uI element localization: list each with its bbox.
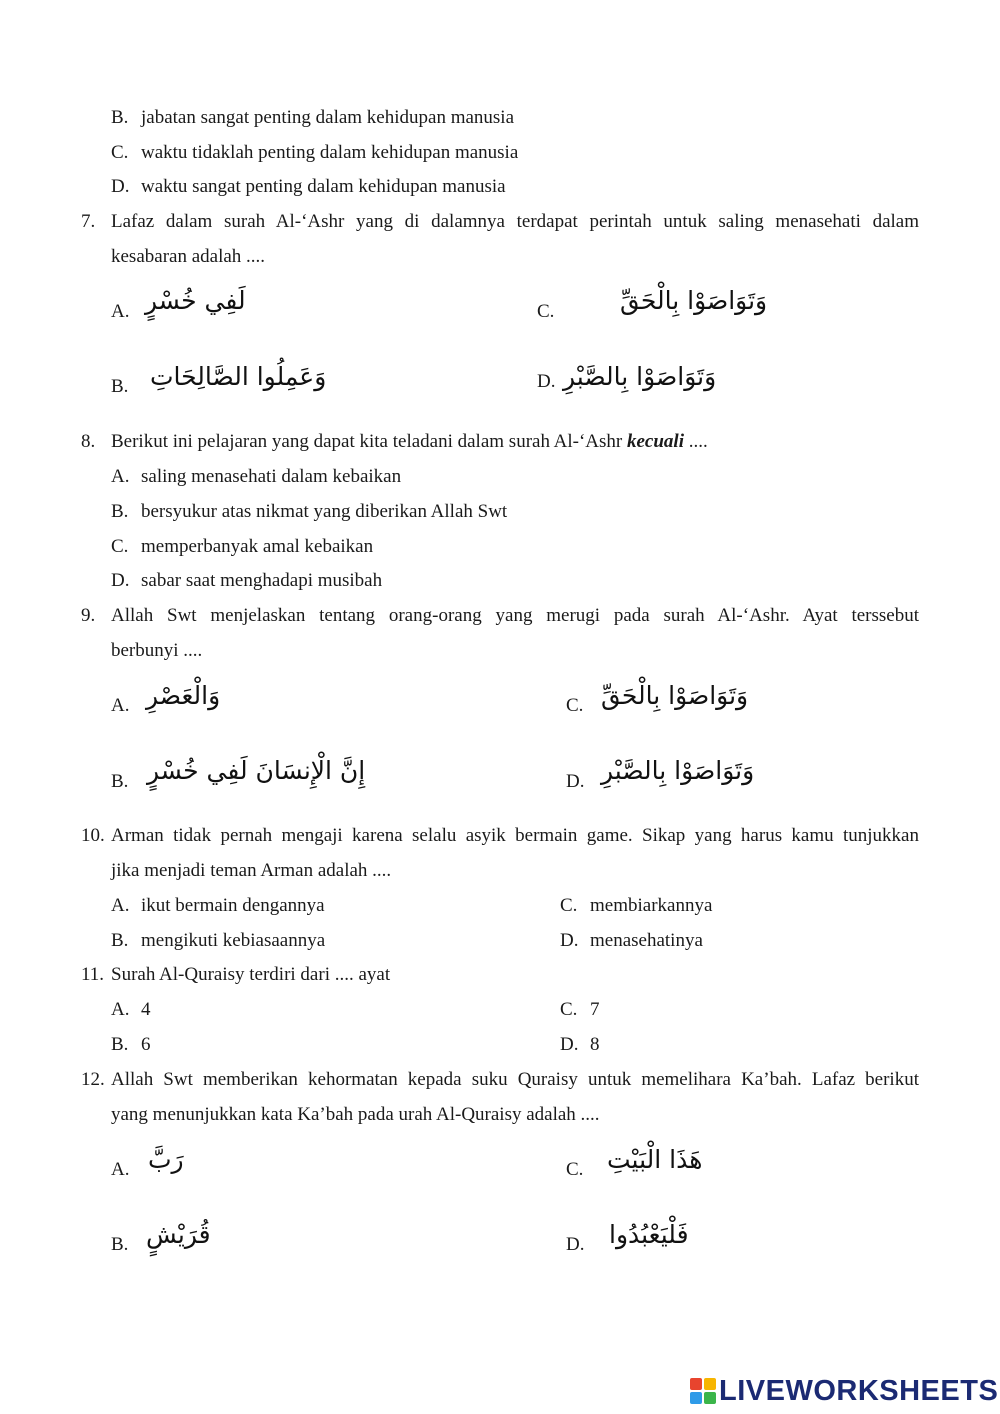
option-text: jabatan sangat penting dalam kehidupan manusia	[141, 107, 515, 128]
question-emphasis: kecuali	[627, 431, 684, 452]
question-text-suffix: ....	[684, 431, 708, 452]
question-text-prefix: Berikut ini pelajaran yang dapat kita teladani dalam surah Al-‘Ashr	[111, 431, 627, 452]
option-arabic: وَالْعَصْرِ	[146, 681, 221, 710]
option-label: B.	[111, 930, 129, 951]
option-arabic: وَعَمِلُوا الصَّالِحَاتِ	[150, 362, 327, 391]
option-arabic: وَتَوَاصَوْا بِالصَّبْرِ	[563, 362, 717, 391]
option-label: B.	[111, 1234, 129, 1255]
question-number: 10.	[81, 825, 105, 846]
option-label: D.	[566, 771, 585, 792]
option-label: D.	[560, 930, 579, 951]
option-text: mengikuti kebiasaannya	[141, 930, 326, 951]
option-arabic: وَتَوَاصَوْا بِالْحَقِّ	[601, 681, 749, 710]
option-text: ikut bermain dengannya	[141, 895, 325, 916]
option-label: C.	[560, 999, 578, 1020]
logo-square-blue	[690, 1392, 702, 1404]
liveworksheets-mark-icon	[690, 1378, 716, 1404]
option-arabic: قُرَيْشٍ	[146, 1220, 211, 1249]
option-label: A.	[111, 301, 130, 322]
option-text: memperbanyak amal kebaikan	[141, 536, 374, 557]
question-number: 11.	[81, 964, 105, 985]
logo-square-red	[690, 1378, 702, 1390]
option-arabic: إِنَّ الْإِنسَانَ لَفِي خُسْرٍ	[147, 756, 366, 785]
question-text: Surah Al-Quraisy terdiri dari .... ayat	[111, 964, 391, 985]
option-arabic: لَفِي خُسْرٍ	[145, 286, 246, 315]
question-number: 12.	[81, 1069, 105, 1090]
option-label: A.	[111, 1159, 130, 1180]
option-label: C.	[560, 895, 578, 916]
question-text-line: Lafaz dalam surah Al-‘Ashr yang di dalamnya terdapat perintah untuk saling menasehati dalam	[111, 211, 919, 232]
question-text-line: Arman tidak pernah mengaji karena selalu asyik bermain game. Sikap yang harus kamu tunjukkan	[111, 825, 919, 846]
brand-name: LIVEWORKSHEETS	[719, 1374, 999, 1407]
option-label: C.	[537, 301, 555, 322]
liveworksheets-logo[interactable]	[690, 1376, 998, 1406]
option-text: saling menasehati dalam kebaikan	[141, 466, 402, 487]
option-label: D.	[537, 371, 556, 392]
option-arabic: وَتَوَاصَوْا بِالصَّبْرِ	[601, 756, 755, 785]
option-label: B.	[111, 1034, 129, 1055]
option-label: B.	[111, 771, 129, 792]
option-label: C.	[111, 536, 129, 557]
option-label: D.	[560, 1034, 579, 1055]
option-text: 7	[590, 999, 600, 1020]
question-text-line: kesabaran adalah ....	[111, 246, 266, 267]
option-text: bersyukur atas nikmat yang diberikan Allah Swt	[141, 501, 508, 522]
question-number: 8.	[81, 431, 96, 452]
option-label: A.	[111, 999, 130, 1020]
option-label: C.	[111, 142, 129, 163]
option-label: D.	[111, 570, 130, 591]
option-text: sabar saat menghadapi musibah	[141, 570, 383, 591]
option-text: menasehatinya	[590, 930, 703, 951]
question-number: 9.	[81, 605, 96, 626]
option-arabic: وَتَوَاصَوْا بِالْحَقِّ	[620, 286, 768, 315]
option-text: 6	[141, 1034, 151, 1055]
question-text-line: jika menjadi teman Arman adalah ....	[111, 860, 392, 881]
question-text	[111, 432, 708, 451]
option-arabic: فَلْيَعْبُدُوا	[609, 1220, 689, 1249]
question-text-line: yang menunjukkan kata Ka’bah pada urah Al-Quraisy adalah ....	[111, 1104, 600, 1125]
option-label: A.	[111, 695, 130, 716]
question-text-line: berbunyi ....	[111, 640, 203, 661]
option-label: B.	[111, 376, 129, 397]
option-label: B.	[111, 107, 129, 128]
option-label: A.	[111, 466, 130, 487]
option-label: D.	[111, 176, 130, 197]
option-text: waktu tidaklah penting dalam kehidupan manusia	[141, 142, 519, 163]
question-text-line: Allah Swt memberikan kehormatan kepada suku Quraisy untuk memelihara Ka’bah. Lafaz berikut	[111, 1069, 919, 1090]
option-text: 8	[590, 1034, 600, 1055]
question-number: 7.	[81, 211, 96, 232]
option-label: B.	[111, 501, 129, 522]
logo-square-green	[704, 1392, 716, 1404]
option-label: D.	[566, 1234, 585, 1255]
option-label: C.	[566, 1159, 584, 1180]
option-text: membiarkannya	[590, 895, 713, 916]
option-label: C.	[566, 695, 584, 716]
option-text: 4	[141, 999, 151, 1020]
option-arabic: رَبَّ	[148, 1145, 184, 1174]
option-text: waktu sangat penting dalam kehidupan manusia	[141, 176, 506, 197]
option-label: A.	[111, 895, 130, 916]
question-text-line: Allah Swt menjelaskan tentang orang-orang yang merugi pada surah Al-‘Ashr. Ayat terssebut	[111, 605, 919, 626]
logo-square-yellow	[704, 1378, 716, 1390]
option-arabic: هَذَا الْبَيْتِ	[607, 1145, 703, 1174]
